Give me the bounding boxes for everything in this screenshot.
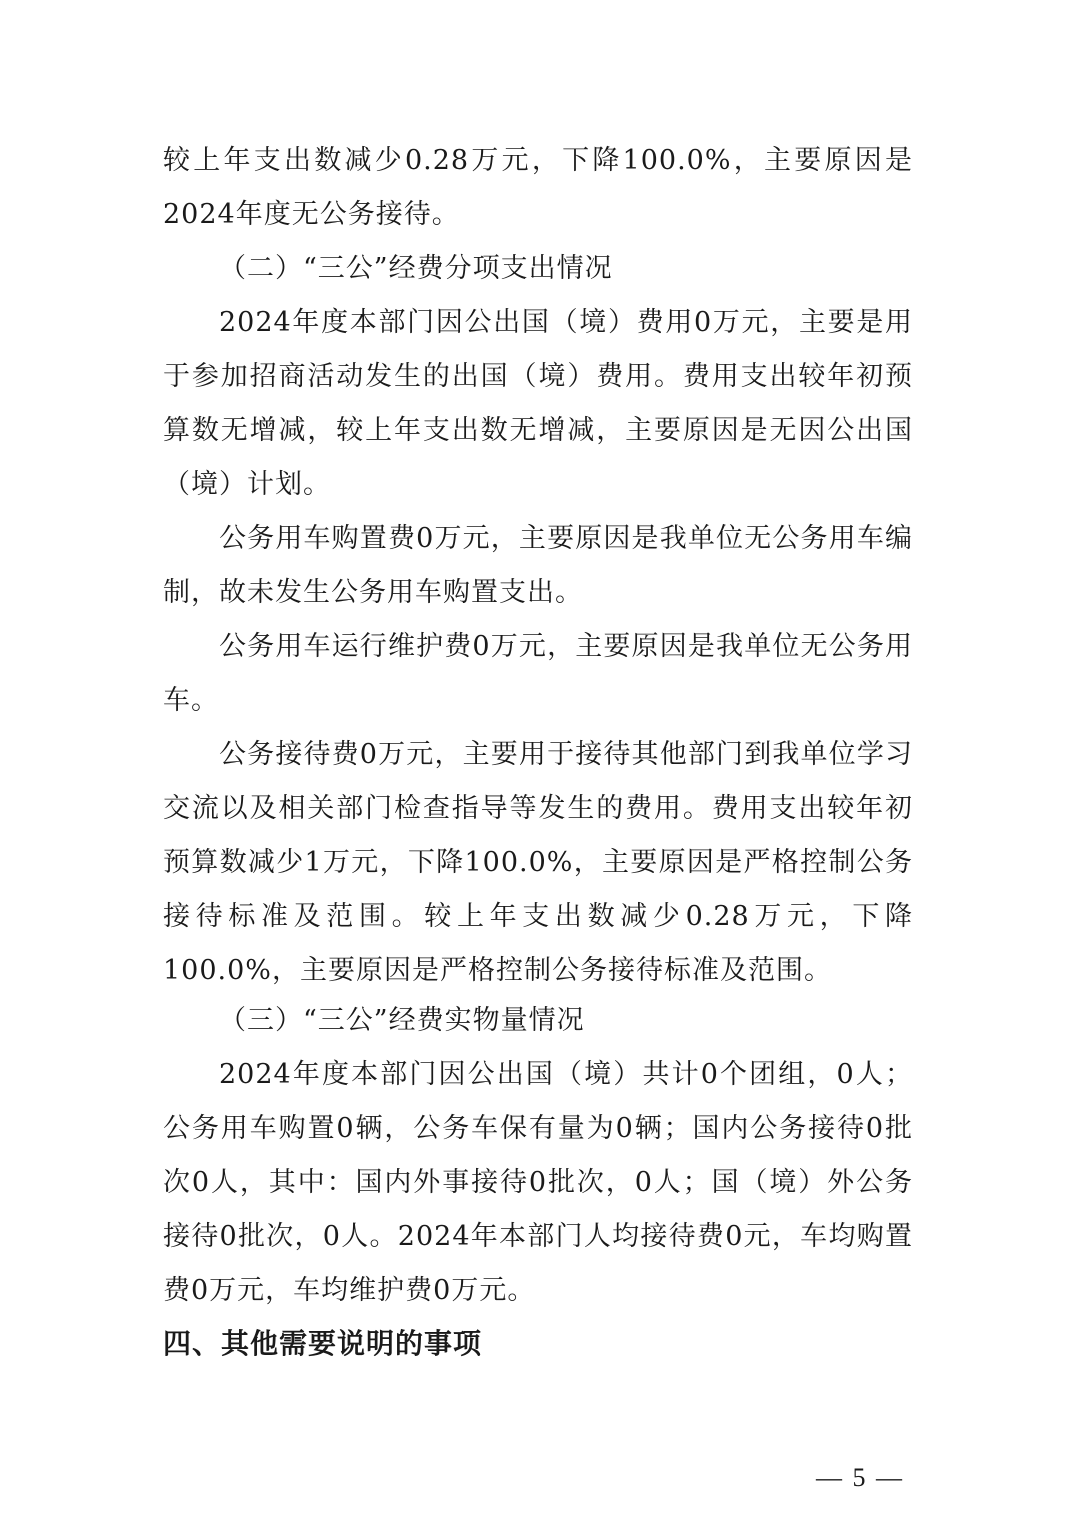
section2-paragraph-reception: 公务接待费0万元，主要用于接待其他部门到我单位学习交流以及相关部门检查指导等发生的费用。费用支出较年初预算数减少1万元，下降100.0%，主要原因是严格控制公务接待标准及范围。较上年支出数减少0.28万元，下降100.0%，主要原因是严格控制公务接待标准及范围。 (163, 739, 913, 986)
text-block-upper (163, 134, 913, 242)
section2-paragraph-vehicle-purchase: 公务用车购置费0万元，主要原因是我单位无公务用车编制，故未发生公务用车购置支出。 (163, 523, 913, 608)
section2-paragraph-vehicle-maintenance: 公务用车运行维护费0万元，主要原因是我单位无公务用车。 (163, 631, 913, 716)
section3-subheading: （三）“三公”经费实物量情况 (219, 1005, 585, 1036)
page-number: — 5 — (816, 1463, 904, 1492)
section2-subheading: （二）“三公”经费分项支出情况 (219, 253, 613, 284)
section2-paragraph-overseas: 2024年度本部门因公出国（境）费用0万元，主要是用于参加招商活动发生的出国（境）费用。费用支出较年初预算数无增减，较上年支出数无增减，主要原因是无因公出国（境）计划。 (163, 307, 913, 500)
section2 (163, 242, 913, 998)
section4-heading: 四、其他需要说明的事项 (163, 1327, 483, 1360)
continuation-paragraph: 较上年支出数减少0.28万元，下降100.0%，主要原因是2024年度无公务接待。 (163, 145, 913, 230)
section3 (163, 994, 913, 1318)
section4 (163, 1317, 913, 1371)
section3-paragraph-quantities: 2024年度本部门因公出国（境）共计0个团组，0人；公务用车购置0辆，公务车保有量为0辆；国内公务接待0批次0人，其中：国内外事接待0批次，0人；国（境）外公务接待0批次，0人。2024年本部门人均接待费0元，车均购置费0万元，车均维护费0万元。 (163, 1059, 913, 1306)
